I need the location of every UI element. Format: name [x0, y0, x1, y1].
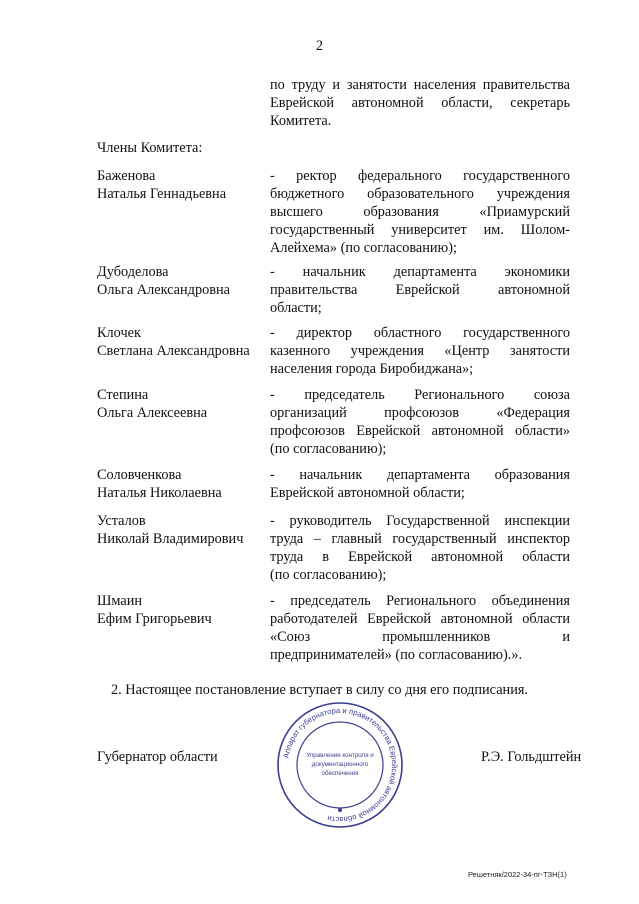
stamp-ring-text: Аппарат губернатора и правительства Еврейской автономной области [281, 705, 400, 825]
member-surname: Дубоделова [97, 264, 169, 280]
member-role [270, 324, 570, 378]
member-name [97, 263, 267, 299]
role-line: (по согласованию); [270, 567, 387, 583]
member-role [270, 466, 570, 502]
role-line: работодателей Еврейской автономной области [270, 611, 570, 627]
role-line: - начальник департамента образования [270, 467, 570, 483]
role-line: государственный университет им. Шолом- [270, 222, 570, 238]
role-line: труда – главный государственный инспектор [270, 531, 570, 547]
stamp-center-line: Управление контроля и [306, 752, 374, 759]
role-line: - ректор федерального государственного [270, 168, 570, 184]
member-surname: Соловченкова [97, 467, 182, 483]
role-line: труда в Еврейской автономной области [270, 549, 570, 565]
role-line: (по согласованию); [270, 441, 387, 457]
role-line: «Союз промышленников и [270, 629, 570, 645]
member-name [97, 512, 267, 548]
role-line: населения города Биробиджана»; [270, 361, 474, 377]
member-role [270, 386, 570, 458]
stamp-center-line: документационного [311, 761, 369, 768]
role-line: правительства Еврейской автономной [270, 282, 570, 298]
document-footer-code: Решетняк/2022-34-пг-ТЗН(1) [468, 870, 567, 879]
role-line: Алейхема» (по согласованию); [270, 240, 457, 256]
role-line: бюджетного образовательного учреждения [270, 186, 570, 202]
member-role [270, 263, 570, 317]
official-stamp [275, 700, 405, 830]
continuation-line: по труду и занятости населения правительства [270, 77, 570, 93]
page-number: 2 [315, 38, 324, 54]
effective-date-clause: 2. Настоящее постановление вступает в силу со дня его подписания. [111, 682, 528, 698]
member-given-names: Ольга Алексеевна [97, 405, 208, 421]
role-line: - директор областного государственного [270, 325, 570, 341]
member-surname: Баженова [97, 168, 156, 184]
member-given-names: Николай Владимирович [97, 531, 244, 547]
role-line: казенного учреждения «Центр занятости [270, 343, 570, 359]
role-line: Еврейской автономной области; [270, 485, 465, 501]
member-given-names: Наталья Николаевна [97, 485, 222, 501]
member-surname: Клочек [97, 325, 141, 341]
member-surname: Усталов [97, 513, 146, 529]
continuation-line: Еврейской автономной области, секретарь [270, 95, 570, 111]
role-line: предпринимателей» (по согласованию).». [270, 647, 523, 663]
member-role [270, 592, 570, 664]
continuation-line: Комитета. [270, 113, 332, 129]
role-line: области; [270, 300, 322, 316]
member-surname: Шмаин [97, 593, 143, 609]
member-name [97, 466, 267, 502]
stamp-center-line: обеспечения [321, 770, 359, 777]
member-given-names: Ольга Александровна [97, 282, 230, 298]
stamp-star-icon [338, 808, 342, 812]
member-given-names: Наталья Геннадьевна [97, 186, 227, 202]
members-heading: Члены Комитета: [97, 140, 203, 156]
role-line: высшего образования «Приамурский [270, 204, 570, 220]
member-name [97, 324, 267, 360]
member-given-names: Светлана Александровна [97, 343, 250, 359]
role-line: организаций профсоюзов «Федерация [270, 405, 570, 421]
member-name [97, 592, 267, 628]
role-line: - председатель Регионального союза [270, 387, 570, 403]
continuation-text [270, 76, 570, 130]
role-line: - начальник департамента экономики [270, 264, 570, 280]
member-role [270, 167, 570, 257]
member-surname: Степина [97, 387, 149, 403]
signatory-title: Губернатор области [97, 749, 218, 765]
member-given-names: Ефим Григорьевич [97, 611, 212, 627]
member-name [97, 167, 267, 203]
role-line: - руководитель Государственной инспекции [270, 513, 570, 529]
member-name [97, 386, 267, 422]
member-role [270, 512, 570, 584]
signatory-name: Р.Э. Гольдштейн [481, 749, 582, 765]
role-line: профсоюзов Еврейской автономной области» [270, 423, 570, 439]
role-line: - председатель Регионального объединения [270, 593, 570, 609]
